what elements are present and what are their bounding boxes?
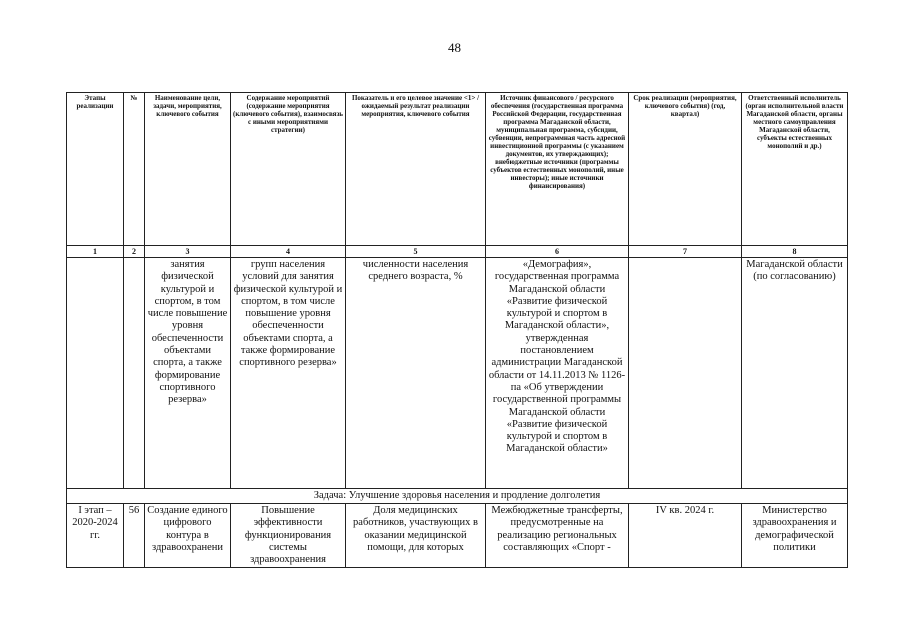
column-number: 7 — [629, 246, 742, 258]
header-cell-name: Наименование цели, задачи, мероприятия, ключевого события — [145, 93, 231, 246]
column-number: 4 — [231, 246, 346, 258]
strategy-table — [66, 92, 848, 568]
cell-number — [124, 258, 145, 489]
column-number: 6 — [486, 246, 629, 258]
header-cell-term: Срок реализации (мероприятия, ключевого события) (год, квартал) — [629, 93, 742, 246]
cell-number: 56 — [124, 504, 145, 568]
header-row — [67, 93, 848, 246]
column-number-row — [67, 246, 848, 258]
cell-term: IV кв. 2024 г. — [629, 504, 742, 568]
header-cell-content: Содержание мероприятий (содержание мероприятия (ключевого события), взаимосвязь с иными мероприятиями стратегии) — [231, 93, 346, 246]
header-cell-responsible: Ответственный исполнитель (орган исполнительной власти Магаданской области, органы местного самоуправления Магаданской области, субъекты естественных монополий и др.) — [742, 93, 848, 246]
column-number: 5 — [346, 246, 486, 258]
header-cell-indicator: Показатель и его целевое значение <1> /ожидаемый результат реализации мероприятия, ключевого события — [346, 93, 486, 246]
cell-responsible: Министерство здравоохранения и демографической политики — [742, 504, 848, 568]
cell-source: Межбюджетные трансферты, предусмотренные на реализацию региональных составляющих «Спорт - — [486, 504, 629, 568]
column-number: 3 — [145, 246, 231, 258]
task-row — [67, 489, 848, 504]
cell-responsible: Магаданской области (по согласованию) — [742, 258, 848, 489]
header-cell-stage: Этапы реализации — [67, 93, 124, 246]
cell-source: «Демография», государственная программа Магаданской области «Развитие физической культурой и спортом в Магаданской области», утвержденная постановлением администрации Магаданской области от 14.11.2013 № 1126-па «Об утверждении государственной программы Магаданской области «Развитие физической культурой и спортом в Магаданской области» — [486, 258, 629, 489]
cell-name: Создание единого цифрового контура в здравоохранени — [145, 504, 231, 568]
table-row — [67, 504, 848, 568]
cell-stage: I этап – 2020-2024 гг. — [67, 504, 124, 568]
column-number: 2 — [124, 246, 145, 258]
cell-name: занятия физической культурой и спортом, в том числе повышение уровня обеспеченности объектами спорта, а также формирование спортивного резерва» — [145, 258, 231, 489]
cell-indicator: Доля медицинских работников, участвующих в оказании медицинской помощи, для которых — [346, 504, 486, 568]
header-cell-source: Источник финансового / ресурсного обеспечения (государственная программа Российской Федерации, государственная программа Магаданской области, муниципальная программа, субсидии, субвенции, непрограммная часть адресной инвестиционной программы (с указанием документов, их утверждающих); внебюджетные источники (программы субъектов естественных монополий, иные инвесторы); иные источники финансирования) — [486, 93, 629, 246]
continuation-row — [67, 258, 848, 489]
header-cell-number: № — [124, 93, 145, 246]
column-number: 1 — [67, 246, 124, 258]
task-title: Задача: Улучшение здоровья населения и продление долголетия — [67, 489, 848, 504]
cell-content: Повышение эффективности функционирования системы здравоохранения — [231, 504, 346, 568]
cell-term — [629, 258, 742, 489]
cell-content: групп населения условий для занятия физической культурой и спортом, в том числе повышение уровня обеспеченности объектами спорта, а также формирование спортивного резерва» — [231, 258, 346, 489]
cell-indicator: численности населения среднего возраста, % — [346, 258, 486, 489]
column-number: 8 — [742, 246, 848, 258]
cell-stage — [67, 258, 124, 489]
page-number: 48 — [448, 40, 461, 55]
